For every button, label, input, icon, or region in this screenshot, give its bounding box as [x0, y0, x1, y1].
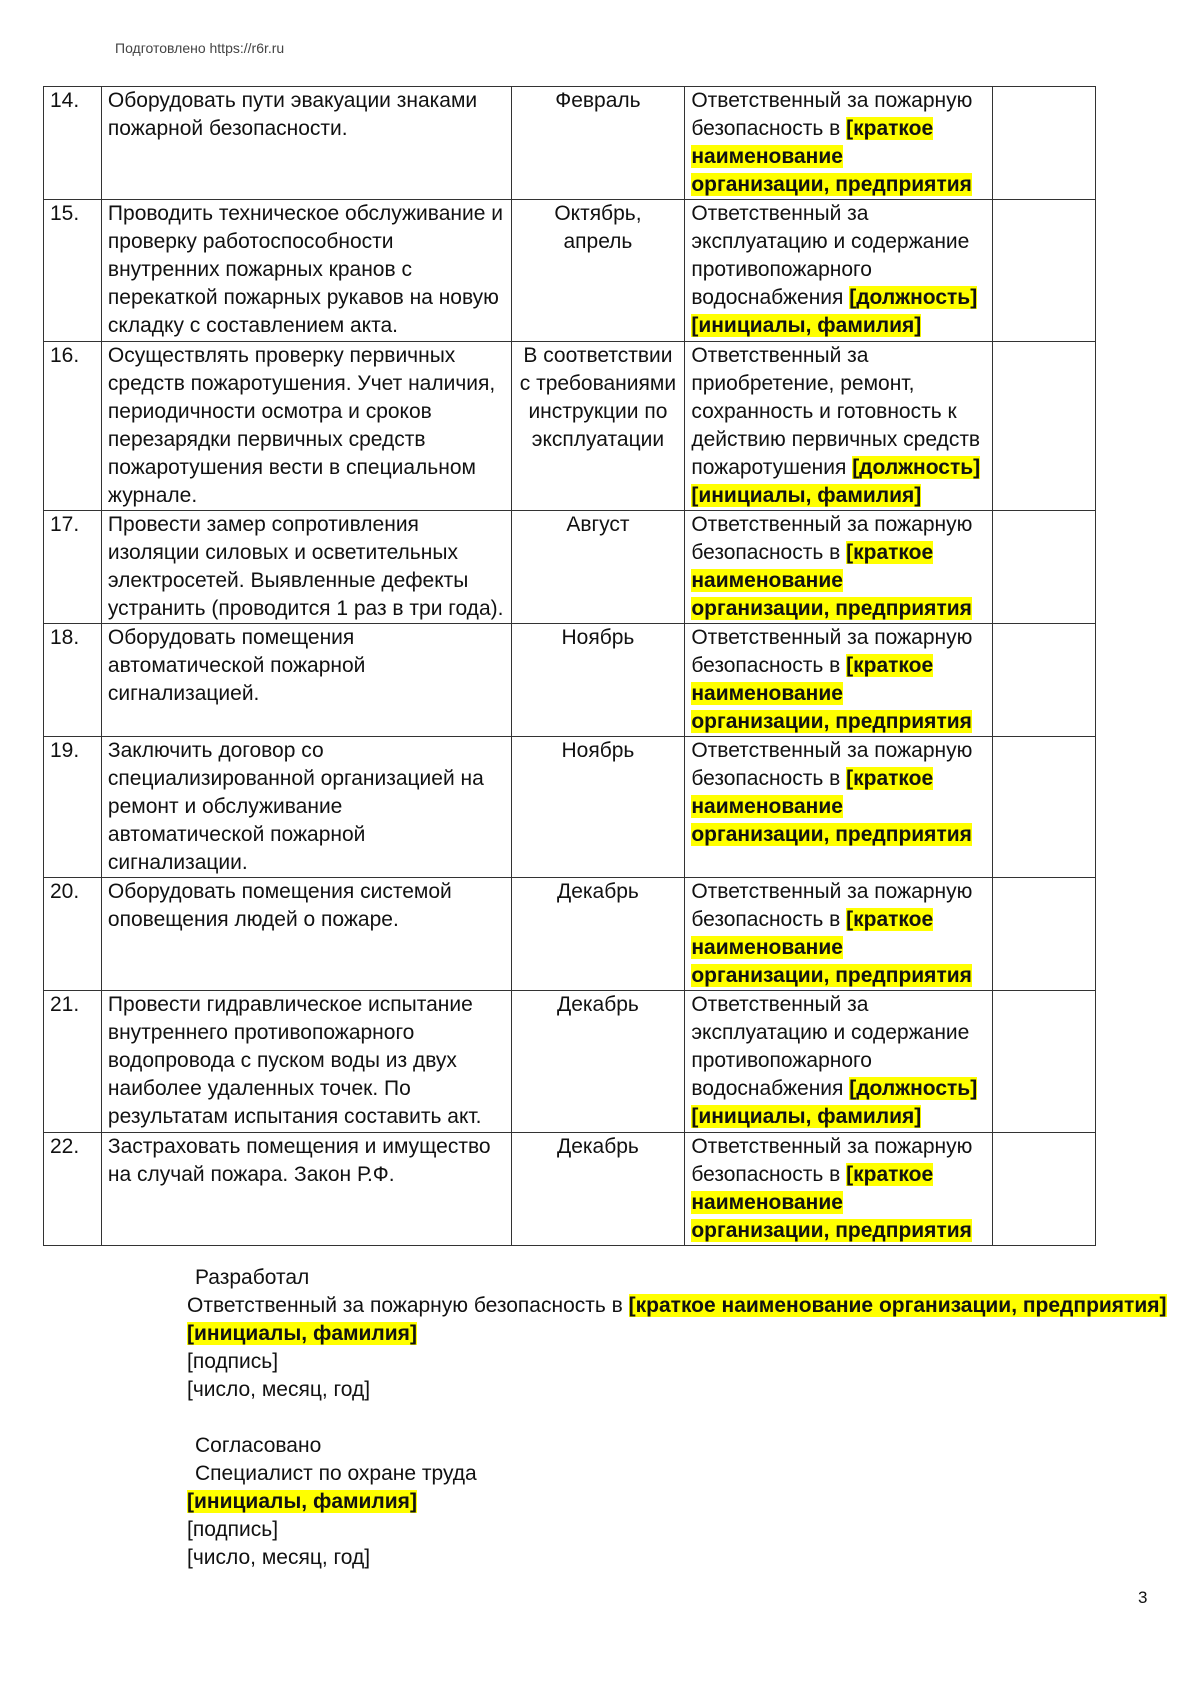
- row-number: 14.: [44, 87, 102, 200]
- task-text: Провести гидравлическое испытание внутреннего противопожарного водопровода с пуском воды из двух наиболее удаленных точек. По результатам испытания составить акт.: [101, 991, 511, 1133]
- responsible-text: Ответственный за пожарную безопасность в: [691, 513, 973, 564]
- header-note: Подготовлено https://r6r.ru: [115, 40, 285, 56]
- responsible: [685, 991, 993, 1133]
- responsible-placeholder: [краткое наименование организации, предприятия: [691, 1163, 972, 1242]
- deadline: Октябрь, апрель: [511, 200, 685, 342]
- task-text: Провести замер сопротивления изоляции силовых и осветительных электросетей. Выявленные дефекты устранить (проводится 1 раз в три года).: [101, 511, 511, 624]
- measures-table-body: [44, 87, 1096, 1246]
- task-text: Заключить договор со специализированной организацией на ремонт и обслуживание автоматической пожарной сигнализации.: [101, 737, 511, 878]
- task-text: Застраховать помещения и имущество на случай пожара. Закон Р.Ф.: [101, 1133, 511, 1246]
- deadline: Ноябрь: [511, 737, 685, 878]
- note-cell: [993, 200, 1096, 342]
- responsible-placeholder: [должность]: [852, 456, 981, 479]
- page-number: 3: [1138, 1588, 1148, 1607]
- responsible-placeholder: [краткое наименование организации, предприятия: [691, 767, 972, 846]
- developed-date: [число, месяц, год]: [187, 1378, 371, 1401]
- table-row: [44, 737, 1096, 878]
- task-text: Проводить техническое обслуживание и проверку работоспособности внутренних пожарных кранов с перекаткой пожарных рукавов на новую складку с составлением акта.: [101, 200, 511, 342]
- row-number: 17.: [44, 511, 102, 624]
- responsible-text: Ответственный за пожарную безопасность в: [691, 880, 973, 931]
- note-cell: [993, 1133, 1096, 1246]
- responsible-placeholder: [краткое наименование организации, предприятия: [691, 541, 972, 620]
- row-number: 19.: [44, 737, 102, 878]
- developed-position-text: Ответственный за пожарную безопасность в: [187, 1294, 629, 1317]
- deadline: Август: [511, 511, 685, 624]
- developed-block: [187, 1264, 1167, 1404]
- agreed-date: [число, месяц, год]: [187, 1546, 371, 1569]
- responsible-text: Ответственный за пожарную безопасность в: [691, 89, 973, 140]
- responsible-name-placeholder: [инициалы, фамилия]: [691, 484, 922, 507]
- responsible-name-placeholder: [инициалы, фамилия]: [691, 314, 922, 337]
- task-text: Осуществлять проверку первичных средств пожаротушения. Учет наличия, периодичности осмотра и сроков перезарядки первичных средств пожаротушения вести в специальном журнале.: [101, 342, 511, 511]
- agreed-name-line: [187, 1488, 477, 1516]
- row-number: 21.: [44, 991, 102, 1133]
- agreed-name: [инициалы, фамилия]: [187, 1490, 417, 1513]
- agreed-signature: [подпись]: [187, 1518, 279, 1541]
- responsible: [685, 511, 993, 624]
- deadline: Февраль: [511, 87, 685, 200]
- deadline: Декабрь: [511, 991, 685, 1133]
- table-row: [44, 624, 1096, 737]
- row-number: 18.: [44, 624, 102, 737]
- table-row: [44, 511, 1096, 624]
- note-cell: [993, 878, 1096, 991]
- table-row: [44, 200, 1096, 342]
- responsible-placeholder: [краткое наименование организации, предприятия: [691, 908, 972, 987]
- table-row: [44, 878, 1096, 991]
- responsible: [685, 200, 993, 342]
- responsible: [685, 737, 993, 878]
- note-cell: [993, 511, 1096, 624]
- task-text: Оборудовать помещения системой оповещения людей о пожаре.: [101, 878, 511, 991]
- responsible-placeholder: [должность]: [849, 1077, 978, 1100]
- task-text: Оборудовать пути эвакуации знаками пожарной безопасности.: [101, 87, 511, 200]
- row-number: 16.: [44, 342, 102, 511]
- responsible: [685, 624, 993, 737]
- responsible-placeholder: [должность]: [849, 286, 978, 309]
- row-number: 15.: [44, 200, 102, 342]
- developed-name: [инициалы, фамилия]: [187, 1322, 417, 1345]
- row-number: 20.: [44, 878, 102, 991]
- table-row: [44, 342, 1096, 511]
- note-cell: [993, 737, 1096, 878]
- developed-heading: Разработал: [195, 1266, 310, 1289]
- responsible-text: Ответственный за приобретение, ремонт, сохранность и готовность к действию первичных средств пожаротушения: [691, 344, 981, 479]
- note-cell: [993, 342, 1096, 511]
- responsible-name-placeholder: [инициалы, фамилия]: [691, 1105, 922, 1128]
- agreed-position: Специалист по охране труда: [195, 1462, 477, 1485]
- responsible-text: Ответственный за пожарную безопасность в: [691, 739, 973, 790]
- responsible: [685, 1133, 993, 1246]
- responsible-text: Ответственный за эксплуатацию и содержание противопожарного водоснабжения: [691, 202, 970, 309]
- developed-org-placeholder: [краткое наименование организации, предприятия]: [628, 1294, 1167, 1317]
- responsible-text: Ответственный за пожарную безопасность в: [691, 1135, 973, 1186]
- agreed-block: [187, 1432, 477, 1572]
- row-number: 22.: [44, 1133, 102, 1246]
- developed-position: [187, 1292, 1167, 1320]
- developed-name-line: [187, 1320, 1167, 1348]
- table-row: [44, 1133, 1096, 1246]
- deadline: Декабрь: [511, 878, 685, 991]
- deadline: Декабрь: [511, 1133, 685, 1246]
- table-row: [44, 87, 1096, 200]
- note-cell: [993, 991, 1096, 1133]
- note-cell: [993, 624, 1096, 737]
- developed-signature: [подпись]: [187, 1350, 279, 1373]
- deadline: Ноябрь: [511, 624, 685, 737]
- task-text: Оборудовать помещения автоматической пожарной сигнализацией.: [101, 624, 511, 737]
- responsible-placeholder: [краткое наименование организации, предприятия: [691, 654, 972, 733]
- responsible-text: Ответственный за эксплуатацию и содержание противопожарного водоснабжения: [691, 993, 970, 1100]
- note-cell: [993, 87, 1096, 200]
- deadline: В соответствии с требованиями инструкции по эксплуатации: [511, 342, 685, 511]
- responsible: [685, 342, 993, 511]
- responsible: [685, 878, 993, 991]
- table-row: [44, 991, 1096, 1133]
- agreed-heading: Согласовано: [195, 1434, 322, 1457]
- responsible-placeholder: [краткое наименование организации, предприятия: [691, 117, 972, 196]
- measures-table: [43, 86, 1096, 1246]
- responsible-text: Ответственный за пожарную безопасность в: [691, 626, 973, 677]
- responsible: [685, 87, 993, 200]
